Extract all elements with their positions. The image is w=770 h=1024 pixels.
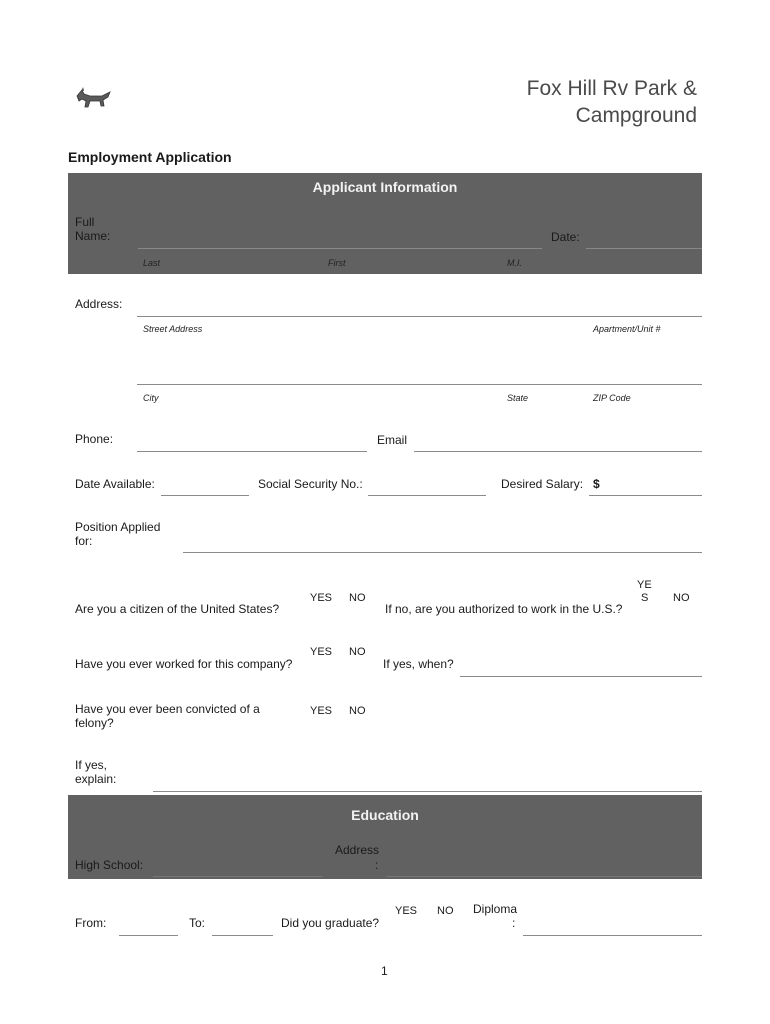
phone-field[interactable]: [137, 451, 367, 452]
state-caption: State: [507, 393, 529, 403]
graduate-yes-option[interactable]: YES: [395, 905, 418, 917]
desired-salary-label: Desired Salary:: [501, 477, 584, 491]
graduate-no-option[interactable]: NO: [437, 905, 454, 917]
fox-logo: [74, 84, 114, 114]
if-yes-explain-label: If yes, explain:: [75, 758, 117, 786]
form-title: Employment Application: [68, 149, 232, 165]
citizen-yes-option[interactable]: YES: [310, 592, 333, 604]
section-header-education: Education: [351, 807, 419, 823]
company-name-line2: Campground: [575, 104, 697, 127]
if-yes-when-field[interactable]: [460, 676, 702, 677]
from-field[interactable]: [119, 935, 178, 936]
citizen-question: Are you a citizen of the United States?: [75, 602, 280, 616]
school-address-label-line1: Address: [335, 843, 380, 857]
first-name-caption: First: [328, 258, 346, 268]
felony-no-option[interactable]: NO: [349, 705, 366, 717]
middle-initial-caption: M.I.: [507, 258, 522, 268]
school-address-field[interactable]: [386, 876, 702, 877]
city-caption: City: [143, 393, 159, 403]
ssn-field[interactable]: [368, 495, 486, 496]
school-address-label-line2: :: [375, 858, 379, 872]
date-label: Date:: [551, 230, 580, 244]
authorized-no-option[interactable]: NO: [673, 592, 690, 604]
date-available-label: Date Available:: [75, 477, 155, 491]
explain-field[interactable]: [153, 791, 702, 792]
apartment-caption: Apartment/Unit #: [593, 324, 661, 334]
email-label: Email: [377, 433, 408, 447]
street-address-field[interactable]: [137, 316, 702, 317]
high-school-label: High School:: [75, 858, 144, 872]
from-label: From:: [75, 916, 107, 930]
authorized-yes-option-part1[interactable]: YE: [637, 579, 652, 591]
high-school-field[interactable]: [153, 876, 323, 877]
dollar-sign: $: [593, 477, 600, 491]
diploma-field[interactable]: [523, 935, 702, 936]
date-available-field[interactable]: [161, 495, 249, 496]
if-yes-when-label: If yes, when?: [383, 657, 454, 671]
date-field[interactable]: [586, 248, 702, 249]
diploma-label-line1: Diploma: [473, 902, 518, 916]
education-band: [68, 795, 702, 879]
full-name-field[interactable]: [138, 248, 542, 249]
ssn-label: Social Security No.:: [258, 477, 363, 491]
authorized-question: If no, are you authorized to work in the U.S.?: [385, 602, 623, 616]
graduate-question: Did you graduate?: [281, 916, 380, 930]
felony-question: Have you ever been convicted of a felony?: [75, 702, 260, 730]
city-state-zip-field[interactable]: [137, 384, 702, 385]
citizen-no-option[interactable]: NO: [349, 592, 366, 604]
felony-yes-option[interactable]: YES: [310, 705, 333, 717]
section-header-applicant: Applicant Information: [312, 179, 458, 195]
company-name-line1: Fox Hill Rv Park &: [526, 77, 697, 100]
email-field[interactable]: [414, 451, 702, 452]
street-address-caption: Street Address: [143, 324, 203, 334]
worked-question: Have you ever worked for this company?: [75, 657, 293, 671]
zip-caption: ZIP Code: [593, 393, 631, 403]
address-label: Address:: [75, 297, 123, 311]
page-number: 1: [381, 964, 388, 978]
position-label: Position Applied for:: [75, 520, 161, 548]
position-field[interactable]: [183, 552, 702, 553]
to-field[interactable]: [212, 935, 273, 936]
worked-yes-option[interactable]: YES: [310, 646, 333, 658]
last-name-caption: Last: [143, 258, 161, 268]
desired-salary-field[interactable]: [589, 495, 702, 496]
authorized-yes-option-part2[interactable]: S: [641, 592, 649, 604]
phone-label: Phone:: [75, 432, 114, 446]
applicant-info-band: [68, 173, 702, 274]
worked-no-option[interactable]: NO: [349, 646, 366, 658]
full-name-label: Full Name:: [75, 215, 111, 243]
diploma-label-line2: :: [512, 916, 516, 930]
to-label: To:: [189, 916, 206, 930]
